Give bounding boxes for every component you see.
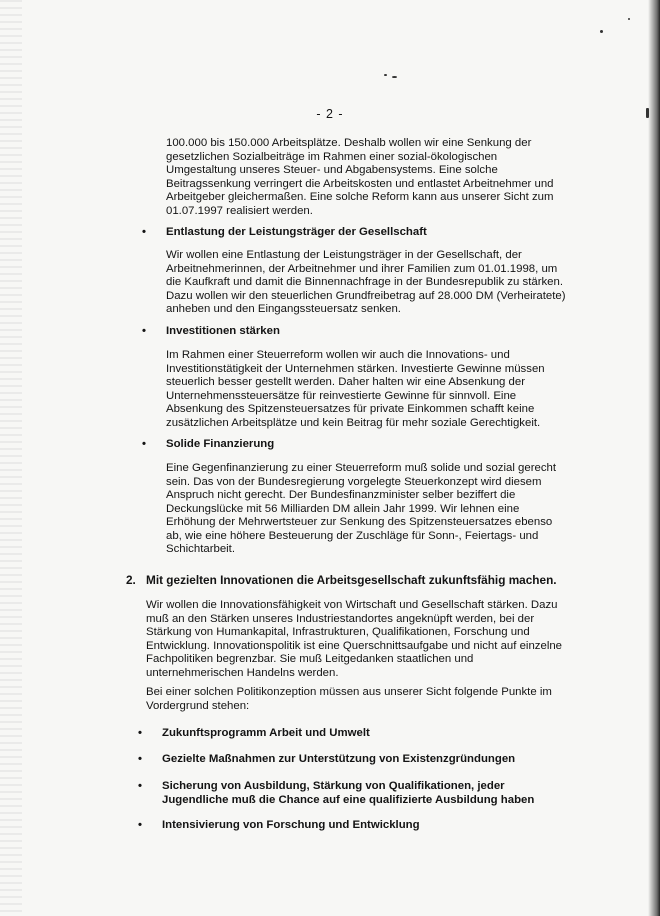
bullet-title: Sicherung von Ausbildung, Stärkung von Qualifikationen, jeder Jugendliche muß die Chance auf eine qualifizierte Ausbildung haben <box>162 780 535 806</box>
bullet-glyph: • <box>142 325 146 337</box>
section2-paragraph-1: Wir wollen die Innovationsfähigkeit von Wirtschaft und Gesellschaft stärken. Dazu muß an den Stärken unseres Industriestandortes angeknüpft werden, bei der Stärkung von Humankapital, Infrastrukturen, Qualifikationen, Forschung und Entwicklung. Innovationspolitik ist eine Querschnittsaufgabe und nicht auf einzelne Fachpolitiken begrenzbar. Sie muß Leitgedanken staatlichen und unternehmerischen Handelns werden. <box>146 599 563 679</box>
scan-speck <box>392 76 397 78</box>
bullet-title: Intensivierung von Forschung und Entwicklung <box>162 819 420 831</box>
intro-paragraph: 100.000 bis 150.000 Arbeitsplätze. Deshalb wollen wir eine Senkung der gesetzlichen Sozialbeiträge im Rahmen einer sozial-ökologischen Umgestaltung unseres Steuer- und Abgabensystems. Eine solche Beitragssenkung verringert die Arbeitskosten und entlastet Arbeitnehmer und Arbeitgeber gleichermaßen. Eine solche Reform kann aus unserer Sicht zum 01.07.1997 realisiert werden. <box>166 137 554 217</box>
bullet-title: Solide Finanzierung <box>166 438 275 450</box>
scan-edge-right <box>648 0 660 916</box>
bullet-glyph: • <box>138 727 142 739</box>
bullet-glyph: • <box>142 226 146 238</box>
finanzierung-paragraph: Eine Gegenfinanzierung zu einer Steuerreform muß solide und sozial gerecht sein. Das von der Bundesregierung vorgelegte Steuerkonzept wird diesem Anspruch nicht gerecht. Der Bundesfinanzminister selber beziffert die Deckungslücke mit 56 Milliarden DM allein Jahr 1999. Wir lehnen eine Erhöhung der Mehrwertsteuer zur Senkung des Spitzensteuersatzes ebenso ab, wie eine höhere Besteuerung der Zuschläge für Sonn-, Feiertags- und Schichtarbeit. <box>166 462 557 555</box>
bullet-finanzierung <box>142 437 566 451</box>
scan-speck <box>384 74 387 76</box>
bullet-zukunftsprogramm <box>138 726 562 740</box>
investitionen-paragraph: Im Rahmen einer Steuerreform wollen wir auch die Innovations- und Investitionstätigkeit der Unternehmen stärken. Investierte Gewinne müssen steuerlich besser gestellt werden. Daher halten wir eine Absenkung der Unternehmenssteuersätze für reinvestierte Gewinne für sinnvoll. Eine Absenkung des Spitzensteuersatzes für private Einkommen schafft keine zusätzlichen Arbeitsplätze und kein Beitrag für mehr soziale Gerechtigkeit. <box>166 349 545 429</box>
bullet-entlastung <box>142 225 566 239</box>
section2-paragraph-2: Bei einer solchen Politikonzeption müssen aus unserer Sicht folgende Punkte im Vordergrund stehen: <box>146 686 552 712</box>
scan-edge-left <box>0 0 22 916</box>
bullet-ausbildung <box>138 779 562 807</box>
section2-heading <box>126 573 586 587</box>
scan-speck <box>600 30 603 33</box>
bullet-title: Investitionen stärken <box>166 325 280 337</box>
bullet-glyph: • <box>138 819 142 831</box>
bullet-title: Gezielte Maßnahmen zur Unterstützung von Existenzgründungen <box>162 753 516 765</box>
bullet-title: Zukunftsprogramm Arbeit und Umwelt <box>162 727 370 739</box>
bullet-existenzgruendungen <box>138 752 562 766</box>
bullet-glyph: • <box>142 438 146 450</box>
entlastung-paragraph: Wir wollen eine Entlastung der Leistungsträger in der Gesellschaft, der Arbeitnehmerinnen, der Arbeitnehmer und ihrer Familien zum 01.01.1998, um die Kaufkraft und damit die Binnennachfrage in der Bundesrepublik zu stärken. Dazu wollen wir den steuerlichen Grundfreibetrag auf 28.000 DM (Verheiratete) anheben und den Eingangssteuersatz senken. <box>166 249 566 315</box>
bullet-title: Entlastung der Leistungsträger der Gesellschaft <box>166 226 427 238</box>
bullet-glyph: • <box>138 753 142 765</box>
page-number: - 2 - <box>316 107 344 121</box>
scan-speck <box>628 18 630 20</box>
bullet-glyph: • <box>138 780 142 792</box>
bullet-investitionen <box>142 324 566 338</box>
bullet-forschung <box>138 818 562 832</box>
section-number: 2. <box>126 573 136 587</box>
section-title: Mit gezielten Innovationen die Arbeitsgesellschaft zukunftsfähig machen. <box>146 573 557 587</box>
